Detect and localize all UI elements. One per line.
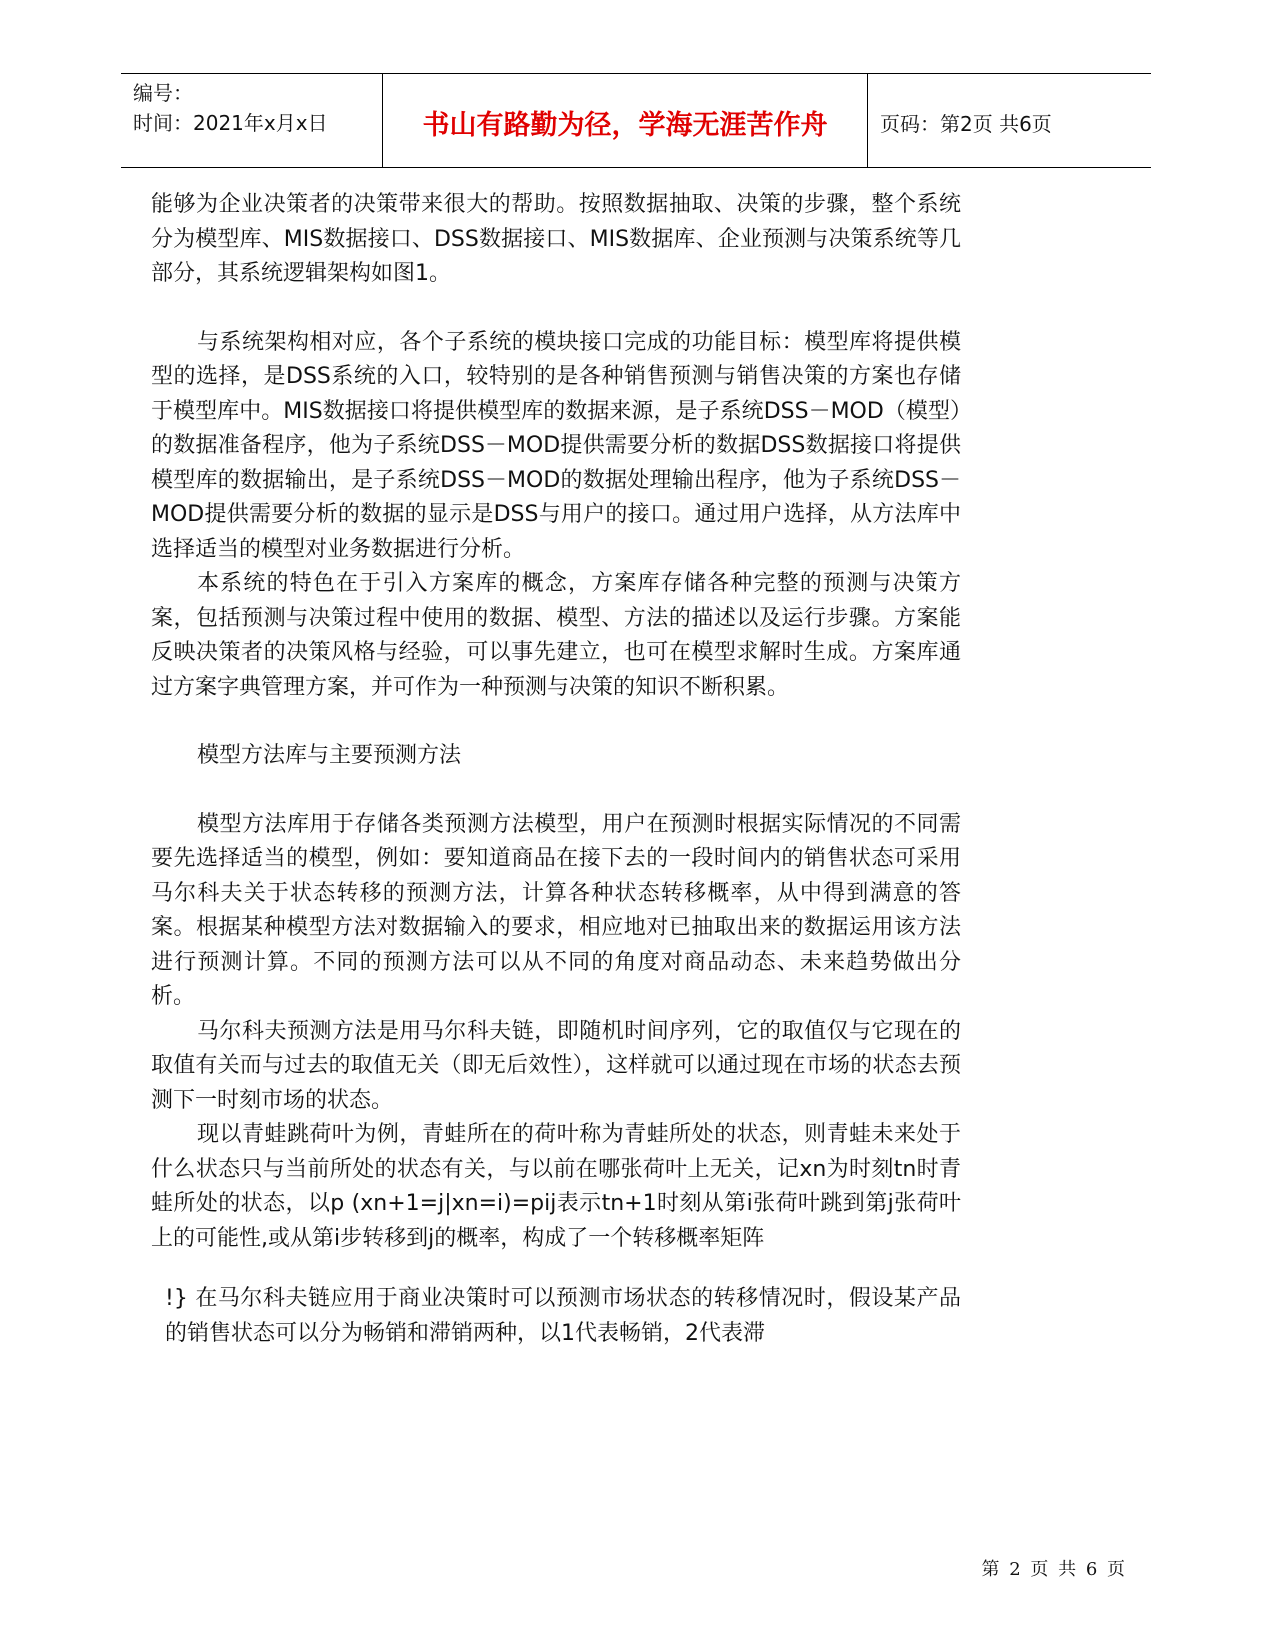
paragraph-7: !} 在马尔科夫链应用于商业决策时可以预测市场状态的转移情况时，假设某产品的销售状态可以分为畅销和滞销两种，以1代表畅销，2代表滞 [165, 1286, 961, 1346]
page-footer: 第 2 页 共 6 页 [981, 1559, 1127, 1580]
header-page-number: 页码：第2页 共6页 [880, 112, 1052, 136]
document-body [151, 188, 961, 1351]
paragraph-2: 与系统架构相对应，各个子系统的模块接口完成的功能目标：模型库将提供模型的选择，是DSS系统的入口，较特别的是各种销售预测与销售决策的方案也存储于模型库中。MIS数据接口将提供模型库的数据来源，是子系统DSS－MOD（模型）的数据准备程序，他为子系统DSS－MOD提供需要分析的数据DSS数据接口将提供模型库的数据输出，是子系统DSS－MOD的数据处理输出程序，他为子系统DSS－MOD提供需要分析的数据的显示是DSS与用户的接口。通过用户选择，从方法库中选择适当的模型对业务数据进行分析。 [151, 329, 961, 562]
paragraph-5: 马尔科夫预测方法是用马尔科夫链，即随机时间序列，它的取值仅与它现在的取值有关而与过去的取值无关（即无后效性），这样就可以通过现在市场的状态去预测下一时刻市场的状态。 [151, 1018, 961, 1113]
paragraph-6: 现以青蛙跳荷叶为例，青蛙所在的荷叶称为青蛙所处的状态，则青蛙未来处于什么状态只与当前所处的状态有关，与以前在哪张荷叶上无关，记xn为时刻tn时青蛙所处的状态，以p (xn+1=j|xn=i)=pij表示tn+1时刻从第i张荷叶跳到第j张荷叶上的可能性,或从第i步转移到j的概率，构成了一个转移概率矩阵 [151, 1122, 961, 1251]
paragraph-3: 本系统的特色在于引入方案库的概念，方案库存储各种完整的预测与决策方案，包括预测与决策过程中使用的数据、模型、方法的描述以及运行步骤。方案能反映决策者的决策风格与经验，可以事先建立，也可在模型求解时生成。方案库通过方案字典管理方案，并可作为一种预测与决策的知识不断积累。 [151, 571, 961, 700]
header-motto: 书山有路勤为径，学海无涯苦作舟 [383, 74, 868, 167]
header-meta [121, 74, 383, 167]
section-heading: 模型方法库与主要预测方法 [197, 743, 462, 768]
paragraph-4: 模型方法库用于存储各类预测方法模型，用户在预测时根据实际情况的不同需要先选择适当的模型，例如：要知道商品在接下去的一段时间内的销售状态可采用马尔科夫关于状态转移的预测方法，计算各种状态转移概率，从中得到满意的答案。根据某种模型方法对数据输入的要求，相应地对已抽取出来的数据运用该方法进行预测计算。不同的预测方法可以从不同的角度对商品动态、未来趋势做出分析。 [151, 811, 961, 1009]
paragraph-1: 能够为企业决策者的决策带来很大的帮助。按照数据抽取、决策的步骤，整个系统分为模型库、MIS数据接口、DSS数据接口、MIS数据库、企业预测与决策系统等几部分，其系统逻辑架构如图1。 [151, 192, 961, 286]
time-label: 时间：2021年x月x日 [133, 111, 328, 135]
serial-label: 编号： [133, 81, 193, 105]
page-header [121, 73, 1151, 168]
